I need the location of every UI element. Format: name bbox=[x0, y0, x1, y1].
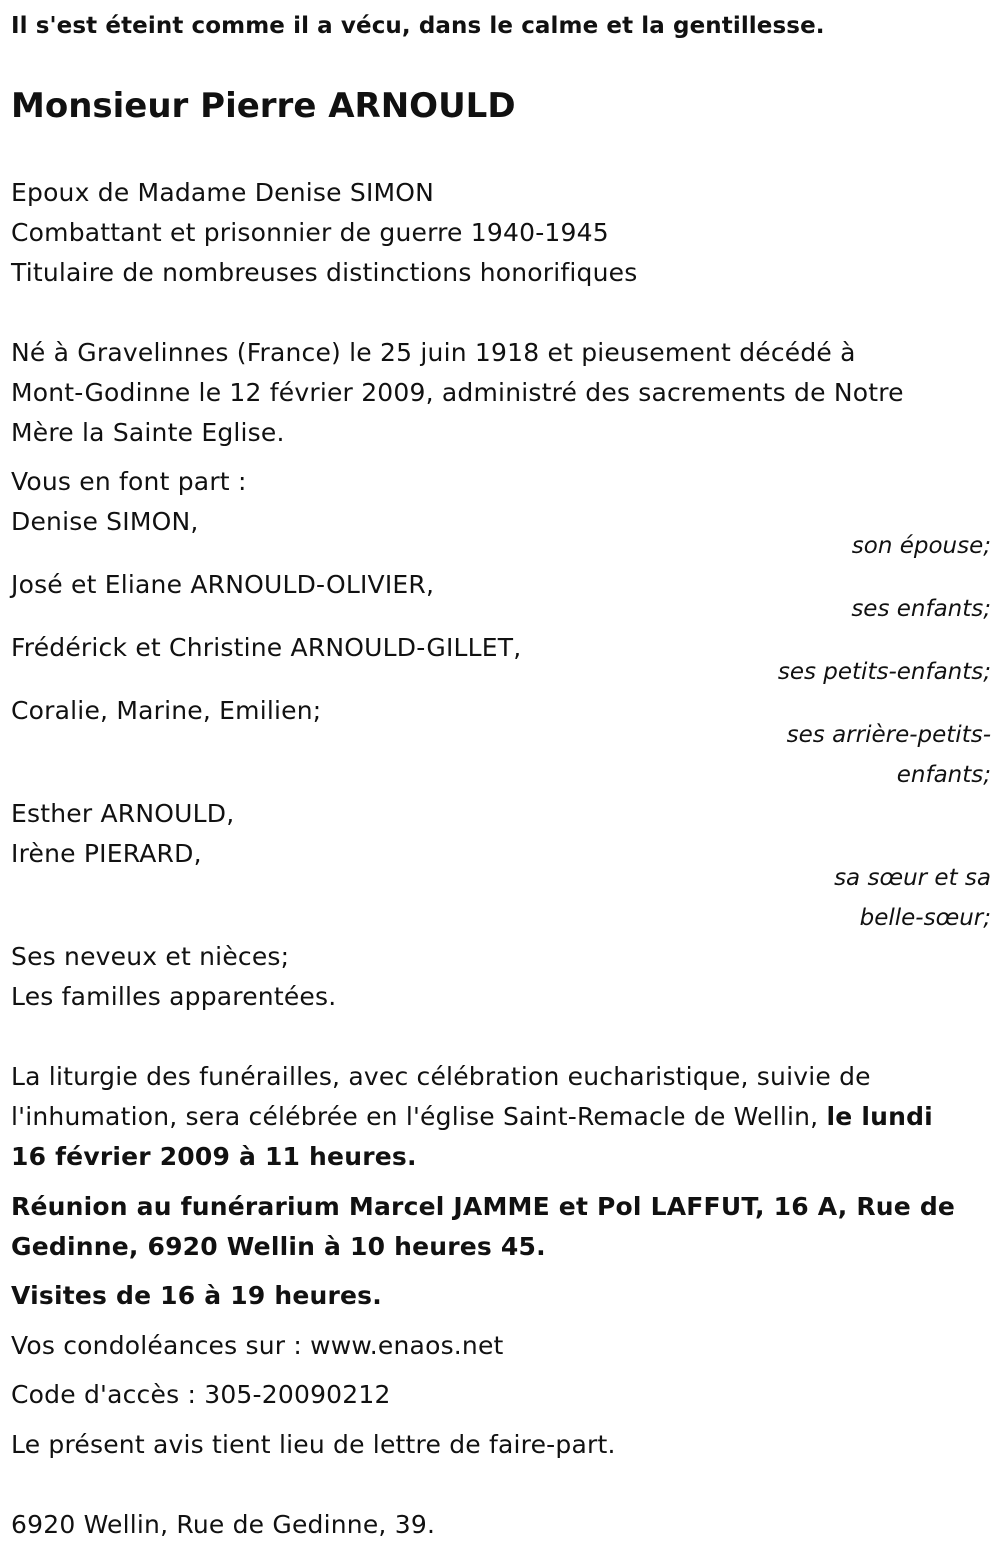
title-line: Titulaire de nombreuses distinctions honorifiques bbox=[11, 258, 638, 287]
birth-death-line: Mont-Godinne le 12 février 2009, administré des sacrements de Notre bbox=[11, 378, 904, 407]
notice: Le présent avis tient lieu de lettre de faire-part. bbox=[11, 1430, 616, 1459]
epigraph: Il s'est éteint comme il a vécu, dans le calme et la gentillesse. bbox=[11, 13, 825, 39]
family-children-name: José et Eliane ARNOULD-OLIVIER, bbox=[11, 570, 435, 599]
family-sisters-relation: belle-sœur; bbox=[859, 905, 991, 931]
funeral-date: 16 février 2009 à 11 heures. bbox=[11, 1142, 417, 1171]
family-great-grandchildren-name: Coralie, Marine, Emilien; bbox=[11, 696, 322, 725]
family-nephews-nieces: Ses neveux et nièces; bbox=[11, 942, 290, 971]
funeral-date: le lundi bbox=[826, 1102, 933, 1131]
family-great-grandchildren-relation: ses arrière-petits- bbox=[786, 722, 991, 748]
announcers-intro: Vous en font part : bbox=[11, 467, 247, 496]
condolences: Vos condoléances sur : www.enaos.net bbox=[11, 1331, 504, 1360]
family-sisters-relation: sa sœur et sa bbox=[834, 865, 991, 891]
birth-death-line: Mère la Sainte Eglise. bbox=[11, 418, 285, 447]
family-sister-in-law-name: Irène PIERARD, bbox=[11, 839, 202, 868]
birth-death-line: Né à Gravelinnes (France) le 25 juin 1918 et pieusement décédé à bbox=[11, 338, 856, 367]
access-code: Code d'accès : 305-20090212 bbox=[11, 1380, 391, 1409]
family-great-grandchildren-relation: enfants; bbox=[896, 762, 991, 788]
family-grandchildren-relation: ses petits-enfants; bbox=[777, 659, 991, 685]
family-children-relation: ses enfants; bbox=[851, 596, 991, 622]
funeral-line: La liturgie des funérailles, avec célébration eucharistique, suivie de bbox=[11, 1062, 871, 1091]
family-sister-name: Esther ARNOULD, bbox=[11, 799, 235, 828]
address: 6920 Wellin, Rue de Gedinne, 39. bbox=[11, 1510, 436, 1539]
meeting-line: Gedinne, 6920 Wellin à 10 heures 45. bbox=[11, 1232, 546, 1261]
funeral-text: l'inhumation, sera célébrée en l'église Saint-Remacle de Wellin, bbox=[11, 1102, 827, 1131]
funeral-line bbox=[11, 1097, 933, 1137]
title-line: Combattant et prisonnier de guerre 1940-1945 bbox=[11, 218, 609, 247]
family-spouse-name: Denise SIMON, bbox=[11, 507, 199, 536]
visits: Visites de 16 à 19 heures. bbox=[11, 1281, 382, 1310]
title-line: Epoux de Madame Denise SIMON bbox=[11, 178, 435, 207]
meeting-line: Réunion au funérarium Marcel JAMME et Pol LAFFUT, 16 A, Rue de bbox=[11, 1192, 956, 1221]
family-spouse-relation: son épouse; bbox=[851, 533, 991, 559]
deceased-name: Monsieur Pierre ARNOULD bbox=[11, 86, 516, 126]
family-grandchildren-name: Frédérick et Christine ARNOULD-GILLET, bbox=[11, 633, 522, 662]
family-related-families: Les familles apparentées. bbox=[11, 982, 337, 1011]
